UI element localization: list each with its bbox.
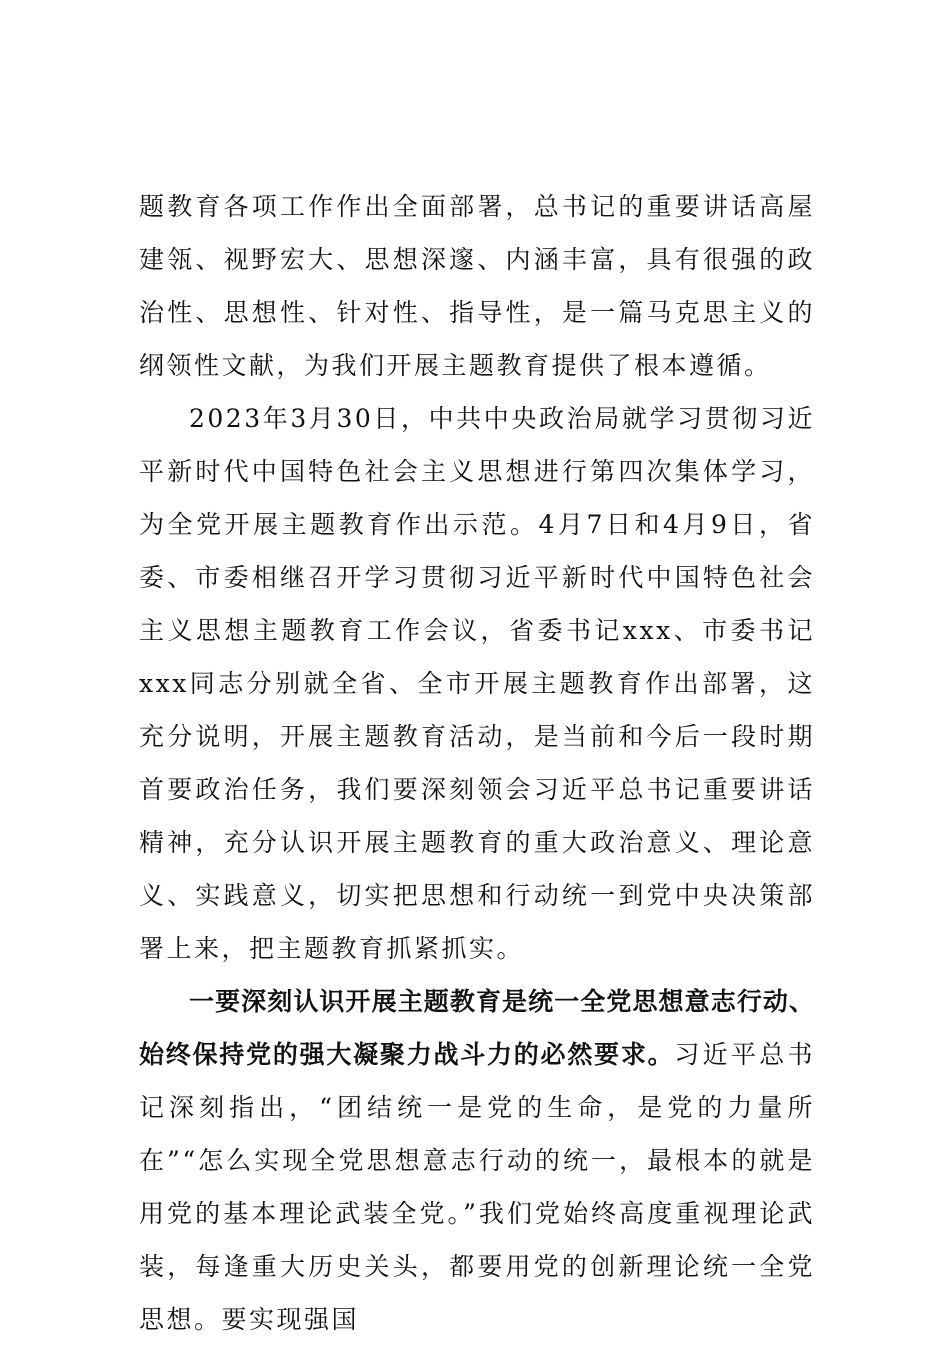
paragraph-first-requirement [139,975,815,1346]
paragraph-continuation: 题教育各项工作作出全面部署，总书记的重要讲话高屋建瓴、视野宏大、思想深邃、内涵丰富，具有很强的政治性、思想性、针对性、指导性，是一篇马克思主义的纲领性文献，为我们开展主题教育提供了根本遵循。 [139,192,815,380]
paragraph-body-text: 习近平总书记深刻指出，“团结统一是党的生命，是党的力量所在”“怎么实现全党思想意志行动的统一，最根本的就是用党的基本理论武装全党。”我们党始终高度重视理论武装，每逢重大历史关头，都要用党的创新理论统一全党思想。要实现强国 [139,1040,815,1334]
paragraph-bold-lead: 一要深刻认识开展主题教育是统一全党思想意志行动、始终保持党的强大凝聚力战斗力的必然要求。 [139,987,815,1069]
paragraph-study-session: 2023年3月30日，中共中央政治局就学习贯彻习近平新时代中国特色社会主义思想进行第四次集体学习，为全党开展主题教育作出示范。4月7日和4月9日，省委、市委相继召开学习贯彻习近平新时代中国特色社会主义思想主题教育工作会议，省委书记xxx、市委书记xxx同志分别就全省、全市开展主题教育作出部署，这充分说明，开展主题教育活动，是当前和今后一段时期首要政治任务，我们要深刻领会习近平总书记重要讲话精神，充分认识开展主题教育的重大政治意义、理论意义、实践意义，切实把思想和行动统一到党中央决策部署上来，把主题教育抓紧抓实。 [139,404,815,963]
document-body [139,180,815,1346]
